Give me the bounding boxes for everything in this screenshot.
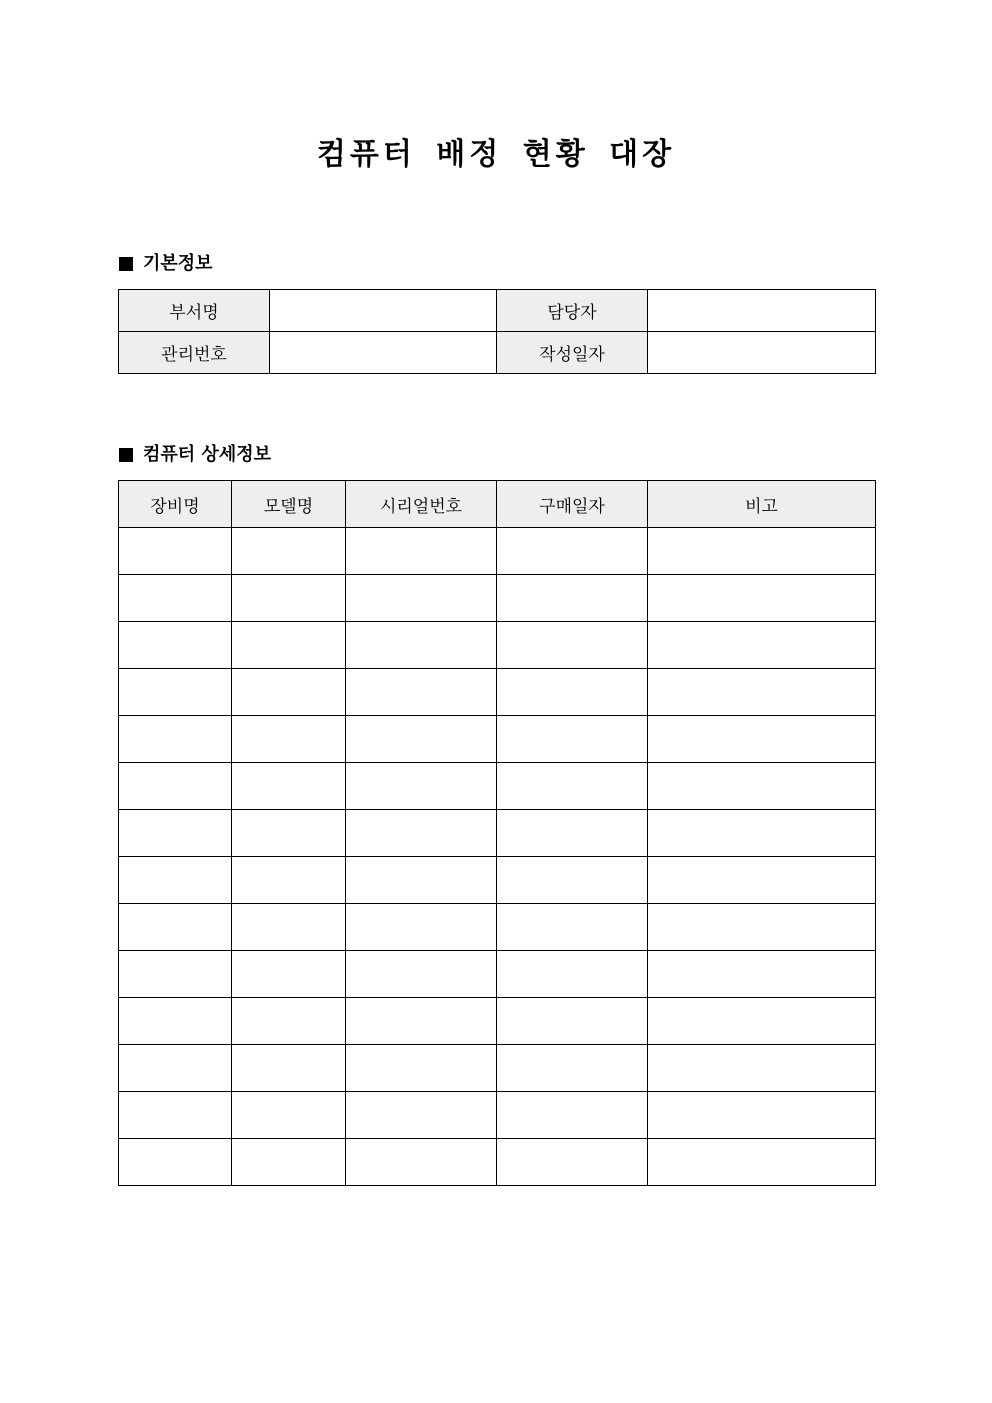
- equipment-name-cell[interactable]: [119, 763, 232, 810]
- serial-number-cell[interactable]: [346, 904, 497, 951]
- created-date-field[interactable]: [648, 332, 876, 374]
- detail-info-heading: [119, 443, 271, 467]
- created-date-label: 작성일자: [497, 332, 648, 374]
- table-row: [119, 951, 876, 998]
- detail-table-body: [119, 528, 876, 1186]
- remarks-cell[interactable]: [648, 857, 876, 904]
- equipment-name-cell[interactable]: [119, 857, 232, 904]
- remarks-cell[interactable]: [648, 716, 876, 763]
- square-bullet-icon: [119, 448, 133, 462]
- manager-label: 담당자: [497, 290, 648, 332]
- table-row: [119, 857, 876, 904]
- serial-number-cell[interactable]: [346, 622, 497, 669]
- model-name-cell[interactable]: [232, 951, 346, 998]
- serial-number-cell[interactable]: [346, 998, 497, 1045]
- column-header-remarks: 비고: [648, 481, 876, 528]
- serial-number-cell[interactable]: [346, 1045, 497, 1092]
- equipment-name-cell[interactable]: [119, 1092, 232, 1139]
- serial-number-cell[interactable]: [346, 763, 497, 810]
- purchase-date-cell[interactable]: [497, 763, 648, 810]
- remarks-cell[interactable]: [648, 1139, 876, 1186]
- serial-number-cell[interactable]: [346, 857, 497, 904]
- remarks-cell[interactable]: [648, 810, 876, 857]
- equipment-name-cell[interactable]: [119, 904, 232, 951]
- serial-number-cell[interactable]: [346, 1092, 497, 1139]
- management-number-label: 관리번호: [119, 332, 270, 374]
- purchase-date-cell[interactable]: [497, 575, 648, 622]
- table-row: [119, 716, 876, 763]
- model-name-cell[interactable]: [232, 998, 346, 1045]
- equipment-name-cell[interactable]: [119, 1139, 232, 1186]
- purchase-date-cell[interactable]: [497, 1139, 648, 1186]
- table-row: [119, 575, 876, 622]
- serial-number-cell[interactable]: [346, 716, 497, 763]
- model-name-cell[interactable]: [232, 857, 346, 904]
- remarks-cell[interactable]: [648, 951, 876, 998]
- table-row: [119, 622, 876, 669]
- basic-info-table: [118, 289, 876, 374]
- department-label: 부서명: [119, 290, 270, 332]
- model-name-cell[interactable]: [232, 528, 346, 575]
- purchase-date-cell[interactable]: [497, 528, 648, 575]
- table-row: [119, 1092, 876, 1139]
- table-row: [119, 1139, 876, 1186]
- department-field[interactable]: [270, 290, 497, 332]
- equipment-name-cell[interactable]: [119, 1045, 232, 1092]
- table-row: [119, 1045, 876, 1092]
- square-bullet-icon: [119, 257, 133, 271]
- serial-number-cell[interactable]: [346, 669, 497, 716]
- purchase-date-cell[interactable]: [497, 904, 648, 951]
- model-name-cell[interactable]: [232, 622, 346, 669]
- serial-number-cell[interactable]: [346, 810, 497, 857]
- table-header-row: [119, 481, 876, 528]
- serial-number-cell[interactable]: [346, 528, 497, 575]
- remarks-cell[interactable]: [648, 528, 876, 575]
- table-row: [119, 332, 876, 374]
- purchase-date-cell[interactable]: [497, 1045, 648, 1092]
- table-row: [119, 290, 876, 332]
- model-name-cell[interactable]: [232, 763, 346, 810]
- computer-detail-table: [118, 480, 876, 1186]
- purchase-date-cell[interactable]: [497, 669, 648, 716]
- basic-info-heading: [119, 252, 213, 276]
- remarks-cell[interactable]: [648, 575, 876, 622]
- equipment-name-cell[interactable]: [119, 998, 232, 1045]
- model-name-cell[interactable]: [232, 1045, 346, 1092]
- model-name-cell[interactable]: [232, 1139, 346, 1186]
- column-header-serial-number: 시리얼번호: [346, 481, 497, 528]
- basic-info-heading-label: 기본정보: [143, 253, 213, 274]
- equipment-name-cell[interactable]: [119, 575, 232, 622]
- model-name-cell[interactable]: [232, 904, 346, 951]
- remarks-cell[interactable]: [648, 669, 876, 716]
- equipment-name-cell[interactable]: [119, 622, 232, 669]
- manager-field[interactable]: [648, 290, 876, 332]
- equipment-name-cell[interactable]: [119, 716, 232, 763]
- purchase-date-cell[interactable]: [497, 622, 648, 669]
- serial-number-cell[interactable]: [346, 1139, 497, 1186]
- table-row: [119, 998, 876, 1045]
- model-name-cell[interactable]: [232, 716, 346, 763]
- table-row: [119, 904, 876, 951]
- purchase-date-cell[interactable]: [497, 716, 648, 763]
- remarks-cell[interactable]: [648, 998, 876, 1045]
- management-number-field[interactable]: [270, 332, 497, 374]
- serial-number-cell[interactable]: [346, 575, 497, 622]
- table-row: [119, 763, 876, 810]
- document-title: 컴퓨터 배정 현황 대장: [316, 137, 676, 172]
- purchase-date-cell[interactable]: [497, 951, 648, 998]
- table-row: [119, 528, 876, 575]
- model-name-cell[interactable]: [232, 575, 346, 622]
- serial-number-cell[interactable]: [346, 951, 497, 998]
- purchase-date-cell[interactable]: [497, 857, 648, 904]
- purchase-date-cell[interactable]: [497, 810, 648, 857]
- purchase-date-cell[interactable]: [497, 998, 648, 1045]
- remarks-cell[interactable]: [648, 904, 876, 951]
- equipment-name-cell[interactable]: [119, 810, 232, 857]
- model-name-cell[interactable]: [232, 669, 346, 716]
- remarks-cell[interactable]: [648, 1045, 876, 1092]
- equipment-name-cell[interactable]: [119, 528, 232, 575]
- table-row: [119, 810, 876, 857]
- equipment-name-cell[interactable]: [119, 951, 232, 998]
- model-name-cell[interactable]: [232, 810, 346, 857]
- table-row: [119, 669, 876, 716]
- remarks-cell[interactable]: [648, 1092, 876, 1139]
- equipment-name-cell[interactable]: [119, 669, 232, 716]
- column-header-equipment-name: 장비명: [119, 481, 232, 528]
- model-name-cell[interactable]: [232, 1092, 346, 1139]
- remarks-cell[interactable]: [648, 622, 876, 669]
- remarks-cell[interactable]: [648, 763, 876, 810]
- column-header-purchase-date: 구매일자: [497, 481, 648, 528]
- column-header-model-name: 모델명: [232, 481, 346, 528]
- detail-info-heading-label: 컴퓨터 상세정보: [143, 444, 271, 465]
- purchase-date-cell[interactable]: [497, 1092, 648, 1139]
